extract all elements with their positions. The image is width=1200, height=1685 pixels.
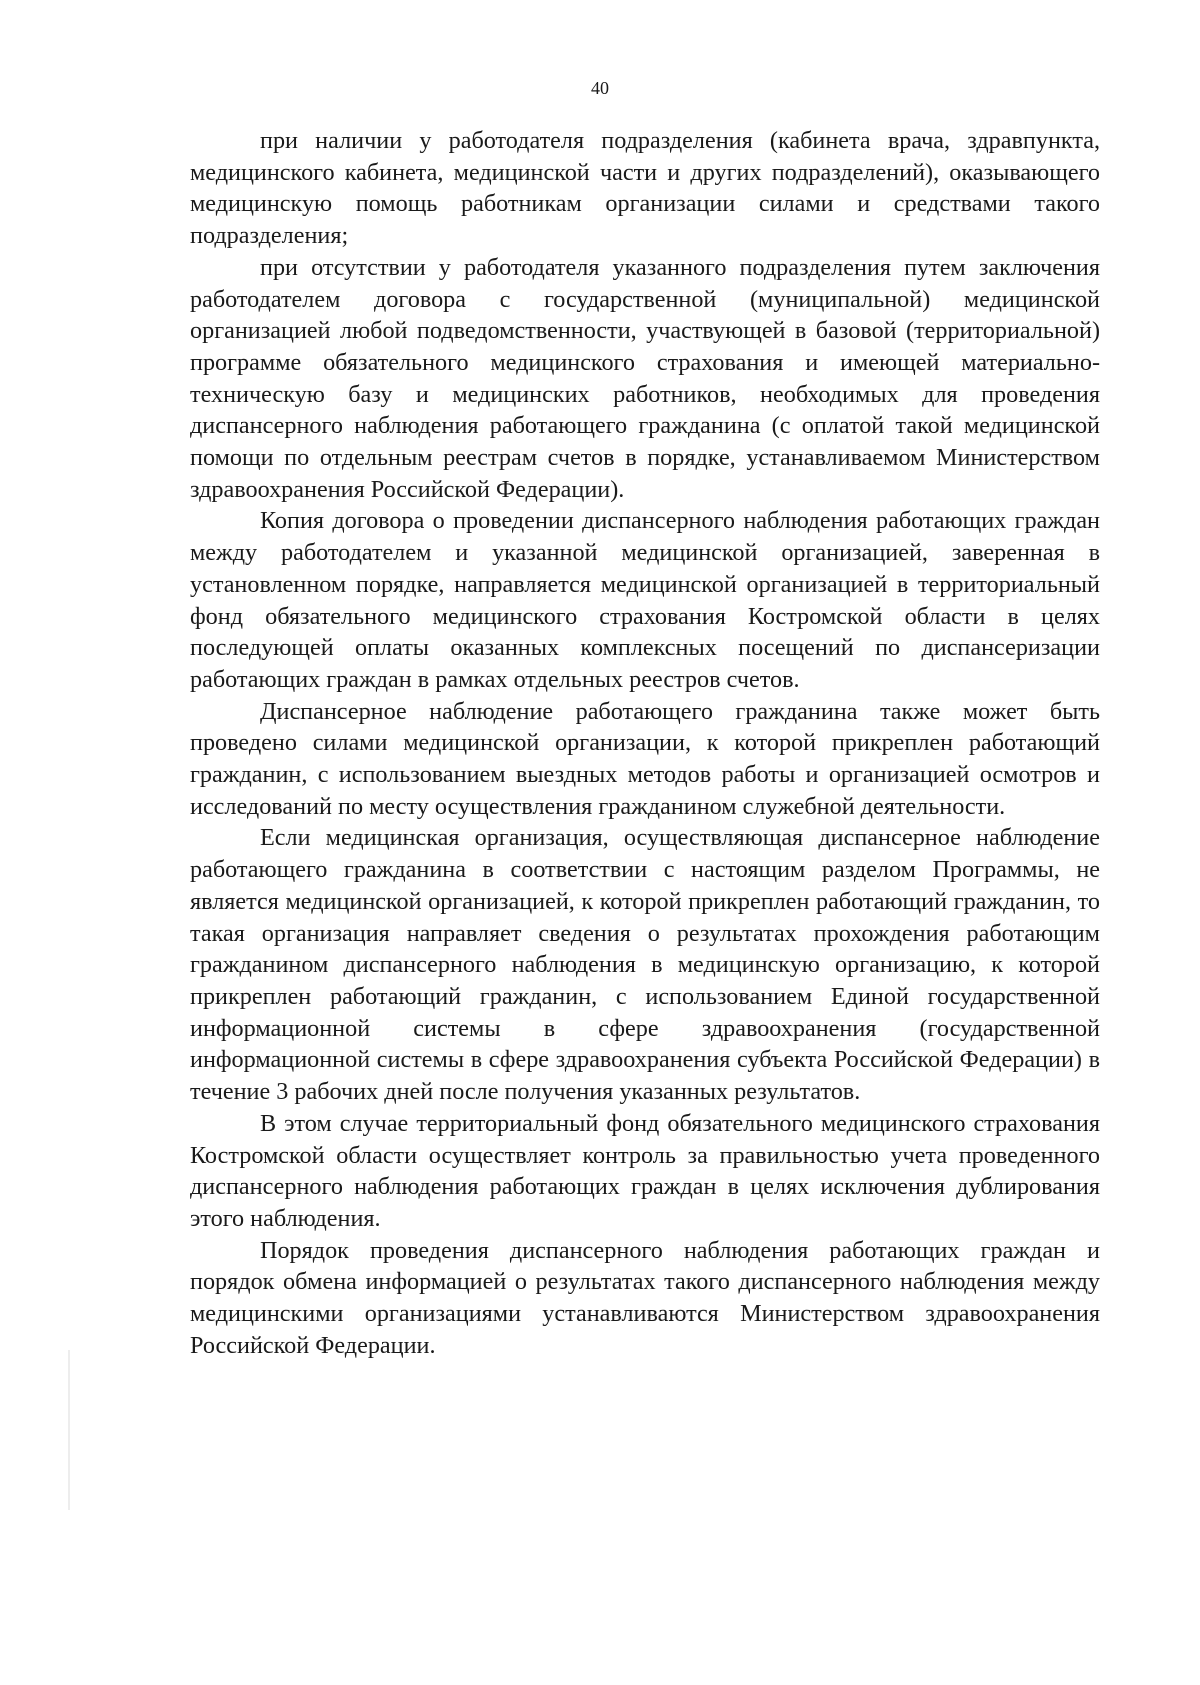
paragraph-1: при наличии у работодателя подразделения (кабинета врача, здравпункта, медицинского кабинета, медицинской части и других подразделений), оказывающего медицинскую помощь работникам организации силами и средствами такого подразделения;	[190, 127, 1100, 250]
scan-artifact-line	[68, 1350, 70, 1510]
paragraph-6: В этом случае территориальный фонд обязательного медицинского страхования Костромской области осуществляет контроль за правильностью учета проведенного диспансерного наблюдения работающих граждан в целях исключения дублирования этого наблюдения.	[190, 1109, 1100, 1232]
page-number: 40	[591, 78, 609, 98]
paragraph-4: Диспансерное наблюдение работающего гражданина также может быть проведено силами медицинской организации, к которой прикреплен работающий гражданин, с использованием выездных методов работы и организацией осмотров и исследований по месту осуществления гражданином служебной деятельности.	[190, 697, 1100, 820]
paragraph-2: при отсутствии у работодателя указанного подразделения путем заключения работодателем договора с государственной (муниципальной) медицинской организацией любой подведомственности, участвующей в базовой (территориальной) программе обязательного медицинского страхования и имеющей материально-техническую базу и медицинских работников, необходимых для проведения диспансерного наблюдения работающего гражданина (с оплатой такой медицинской помощи по отдельным реестрам счетов в порядке, устанавливаемом Министерством здравоохранения Российской Федерации).	[190, 253, 1100, 503]
paragraph-7: Порядок проведения диспансерного наблюдения работающих граждан и порядок обмена информацией о результатах такого диспансерного наблюдения между медицинскими организациями устанавливаются Министерством здравоохранения Российской Федерации.	[190, 1236, 1100, 1359]
paragraph-5: Если медицинская организация, осуществляющая диспансерное наблюдение работающего гражданина в соответствии с настоящим разделом Программы, не является медицинской организацией, к которой прикреплен работающий гражданин, то такая организация направляет сведения о результатах прохождения работающим гражданином диспансерного наблюдения в медицинскую организацию, к которой прикреплен работающий гражданин, с использованием Единой государственной информационной системы в сфере здравоохранения (государственной информационной системы в сфере здравоохранения субъекта Российской Федерации) в течение 3 рабочих дней после получения указанных результатов.	[190, 824, 1100, 1106]
document-body	[190, 125, 1100, 1361]
paragraph-3: Копия договора о проведении диспансерного наблюдения работающих граждан между работодателем и указанной медицинской организацией, заверенная в установленном порядке, направляется медицинской организацией в территориальный фонд обязательного медицинского страхования Костромской области в целях последующей оплаты оказанных комплексных посещений по диспансеризации работающих граждан в рамках отдельных реестров счетов.	[190, 507, 1100, 693]
